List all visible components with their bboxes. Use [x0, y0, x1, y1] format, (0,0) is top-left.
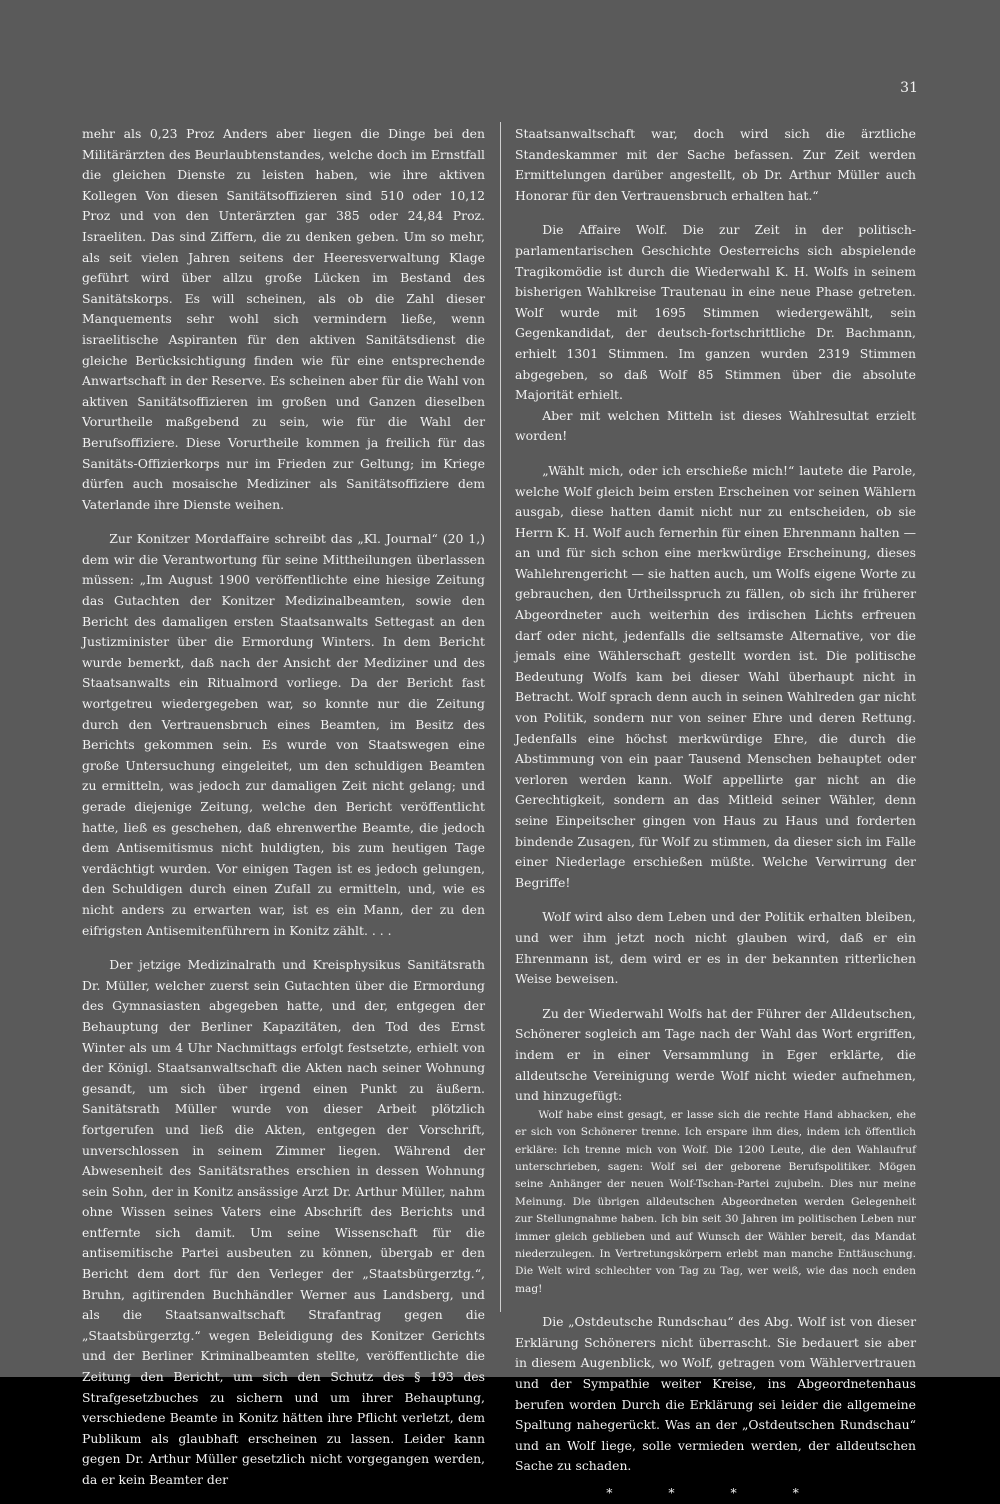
right-paragraph-parole: „Wählt mich, oder ich erschieße mich!“ lautete die Parole, welche Wolf gleich beim ersten Erscheinen vor seinen Wählern ausgab, diese hatten damit nicht nur zu entscheiden, ob sie Herrn K. H. Wolf auch fernerhin für einen Ehrenmann halten — an und für sich schon eine merkwürdige Erscheinung, dieses Wahlehrengericht — sie hatten auch, um Wolfs eigene Worte zu gebrauchen, den Urtheilsspruch zu fällen, ob sich ihr früherer Abgeordneter auch weiterhin des irdischen Lichts erfreuen darf oder nicht, jedenfalls die seltsamste Alternative, vor die jemals eine Wählerschaft gestellt worden ist. Die politische Bedeutung Wolfs kam bei dieser Wahl überhaupt nicht in Betracht. Wolf sprach denn auch in seinen Wahlreden gar nicht von Politik, sondern nur von seiner Ehre und deren Rettung. Jedenfalls eine höchst merkwürdige Ehre, die durch die Abstimmung von ein paar Tausend Menschen behauptet oder verloren werden kann. Wolf appellirte gar nicht an die Gerechtigkeit, sondern an das Mitleid seiner Wähler, denn seine Einpeitscher gingen von Haus zu Haus und forderten bindende Zusagen, für Wolf zu stimmen, da dieser sich im Falle einer Niederlage erschießen müßte. Welche Verwirrung der Begriffe! — [515, 462, 916, 890]
schoenerer-quote: Wolf habe einst gesagt, er lasse sich die rechte Hand abhacken, ehe er sich von Schönerer trenne. Ich erspare ihm dies, indem ich öffentlich erkläre: Ich trenne mich von Wolf. Die 1200 Leute, die den Wahlaufruf unterschrieben, sagen: Wolf sei der geborene Berufspolitiker. Mögen seine Anhänger der neuen Wolf-Tschan-Partei zujubeln. Dies nur meine Meinung. Die übrigen alldeutschen Abgeordneten werden Gelegenheit zur Stellungnahme haben. Ich bin seit 30 Jahren im politischen Leben nur immer gleich geblieben und auf Wunsch der Wähler bereit, das Mandat niederzulegen. In Vertretungskörpern erlebt man manche Enttäuschung. Die Welt wird schlechter von Tag zu Tag, wer weiß, wie das noch enden mag! — [515, 1108, 916, 1295]
right-paragraph-affaire-wolf: Die Affaire Wolf. Die zur Zeit in der politisch-parlamentarischen Geschichte Oesterreichs sich abspielende Tragikomödie ist durch die Wiederwahl K. H. Wolfs in seinem bisherigen Wahlkreise Trautenau in eine neue Phase getreten. Wolf wurde mit 1695 Stimmen wiedergewählt, sein Gegenkandidat, der deutsch-fortschrittliche Dr. Bachmann, erhielt 1301 Stimmen. Im ganzen wurden 2319 Stimmen abgegeben, so daß Wolf 85 Stimmen über die absolute Majorität erhielt. — [515, 222, 916, 403]
left-column — [82, 124, 485, 1491]
right-paragraph-mitteln: Aber mit welchen Mitteln ist dieses Wahlresultat erzielt worden! — [515, 407, 916, 444]
right-column — [515, 124, 916, 1504]
left-paragraph-konitz: Zur Konitzer Mordaffaire schreibt das „Kl. Journal“ (20 1,) dem wir die Verantwortung für seine Mittheilungen überlassen müssen: „Im August 1900 veröffentlichte eine hiesige Zeitung das Gutachten der Konitzer Medizinalbeamten, sowie den Bericht des damaligen ersten Staatsanwalts Settegast an den Justizminister über die Ermordung Winters. In dem Bericht wurde bemerkt, daß nach der Ansicht der Mediziner und des Staatsanwalts ein Ritualmord vorliege. Da der Bericht fast wortgetreu wiedergegeben war, so konnte nur die Zeitung durch den Vertrauensbruch eines Beamten, im Besitz des Berichts gekommen sein. Es wurde von Staatswegen eine große Untersuchung eingeleitet, um den schuldigen Beamten zu ermitteln, was jedoch zur damaligen Zeit nicht gelang; und gerade diejenige Zeitung, welche den Bericht veröffentlicht hatte, ließ es geschehen, daß ehrenwerthe Beamte, die jedoch dem Antisemitismus nicht huldigten, bis zum heutigen Tage verdächtigt wurden. Vor einigen Tagen ist es jedoch gelungen, den Schuldigen durch einen Zufall zu ermitteln, und, wie es nicht anders zu erwarten war, ist es ein Mann, der zu den eifrigsten Antisemitenführern in Konitz zählt. . . . — [82, 531, 485, 938]
page-number: 31 — [900, 80, 918, 96]
section-stars: * * * * — [606, 1484, 825, 1500]
left-paragraph-1: mehr als 0,23 Proz Anders aber liegen die Dinge bei den Militärärzten des Beurlaubtenstandes, welche doch im Ernstfall die gleichen Dienste zu leisten haben, wie ihre aktiven Kollegen Von diesen Sanitätsoffizieren sind 510 oder 10,12 Proz und von den Unterärzten gar 385 oder 24,84 Proz. Israeliten. Das sind Ziffern, die zu denken geben. Um so mehr, als seit vielen Jahren seitens der Heeresverwaltung Klage geführt wird über allzu große Lücken im Bestand des Sanitätskorps. Es will scheinen, als ob die Zahl dieser Manquements sehr wohl sich vermindern ließe, wenn israelitische Aspiranten für den aktiven Sanitätsdienst die gleiche Berücksichtigung finden wie für eine entsprechende Anwartschaft in der Reserve. Es scheinen aber für die Wahl von aktiven Sanitätsoffizieren im großen und Ganzen dieselben Vorurtheile maßgebend zu sein, wie für die Wahl der Berufsoffiziere. Diese Vorurtheile kommen ja freilich für das Sanitäts-Offizierkorps nur im Frieden zur Geltung; im Kriege dürfen auch mosaische Mediziner als Sanitätsoffiziere dem Vaterlande ihre Dienste weihen. — [82, 126, 485, 512]
right-paragraph-schoenerer: Zu der Wiederwahl Wolfs hat der Führer der Alldeutschen, Schönerer sogleich am Tage nach der Wahl das Wort ergriffen, indem er in einer Versammlung in Eger erklärte, die alldeutsche Vereinigung werde Wolf nicht wieder aufnehmen, und hinzugefügt: — [515, 1005, 916, 1104]
left-paragraph-mueller: Der jetzige Medizinalrath und Kreisphysikus Sanitätsrath Dr. Müller, welcher zuerst sein Gutachten über die Ermordung des Gymnasiasten abgegeben hatte, und der, entgegen der Behauptung der Berliner Kapazitäten, den Tod des Ernst Winter als um 4 Uhr Nachmittags erfolgt festsetzte, erhielt von der Königl. Staatsanwaltschaft die Akten nach seiner Wohnung gesandt, um sich über irgend einen Punkt zu äußern. Sanitätsrath Müller wurde von dieser Arbeit plötzlich fortgerufen und ließ die Akten, entgegen der Vorschrift, unverschlossen in seinem Zimmer liegen. Während der Abwesenheit des Sanitätsrathes erschien in dessen Wohnung sein Sohn, der in Konitz ansässige Arzt Dr. Arthur Müller, nahm ohne Wissen seines Vaters eine Abschrift des Berichts und entfernte sich damit. Um seine Wissenschaft für die antisemitische Partei ausbeuten zu können, übergab er den Bericht dem dort für den Verleger der „Staatsbürgerztg.“, Bruhn, agitirenden Buchhändler Werner aus Landsberg, und als die Staatsanwaltschaft Strafantrag gegen die „Staatsbürgerztg.“ wegen Beleidigung des Konitzer Gerichts und der Berliner Kriminalbeamten stellte, veröffentlichte die Zeitung den Bericht, um sich den Schutz des § 193 des Strafgesetzbuches zu sichern und um ihrer Behauptung, verschiedene Beamte in Konitz hätten ihre Pflicht verletzt, dem Publikum als glaubhaft erscheinen zu lassen. Leider kann gegen Dr. Arthur Müller gesetzlich nicht vorgegangen werden, da er kein Beamter der — [82, 957, 485, 1487]
right-paragraph-1: Staatsanwaltschaft war, doch wird sich die ärztliche Standeskammer mit der Sache befassen. Zur Zeit werden Ermittelungen darüber angestellt, ob Dr. Arthur Müller auch Honorar für den Vertrauensbruch erhalten hat.“ — [515, 126, 916, 203]
right-paragraph-leben: Wolf wird also dem Leben und der Politik erhalten bleiben, und wer ihm jetzt noch nicht glauben wird, daß er ein Ehrenmann ist, dem wird er es in der bekannten ritterlichen Weise beweisen. — [515, 909, 916, 987]
column-divider — [500, 122, 501, 1312]
right-paragraph-rundschau: Die „Ostdeutsche Rundschau“ des Abg. Wolf ist von dieser Erklärung Schönerers nicht überrascht. Sie bedauert sie aber in diesem Augenblick, wo Wolf, getragen vom Wählervertrauen und der Sympathie weiter Kreise, ins Abgeordnetenhaus berufen worden Durch die Erklärung sei leider die allgemeine Spaltung nahegerückt. Was an der „Ostdeutschen Rundschau“ und an Wolf liege, solle vermieden werden, der alldeutschen Sache zu schaden. — [515, 1314, 916, 1474]
